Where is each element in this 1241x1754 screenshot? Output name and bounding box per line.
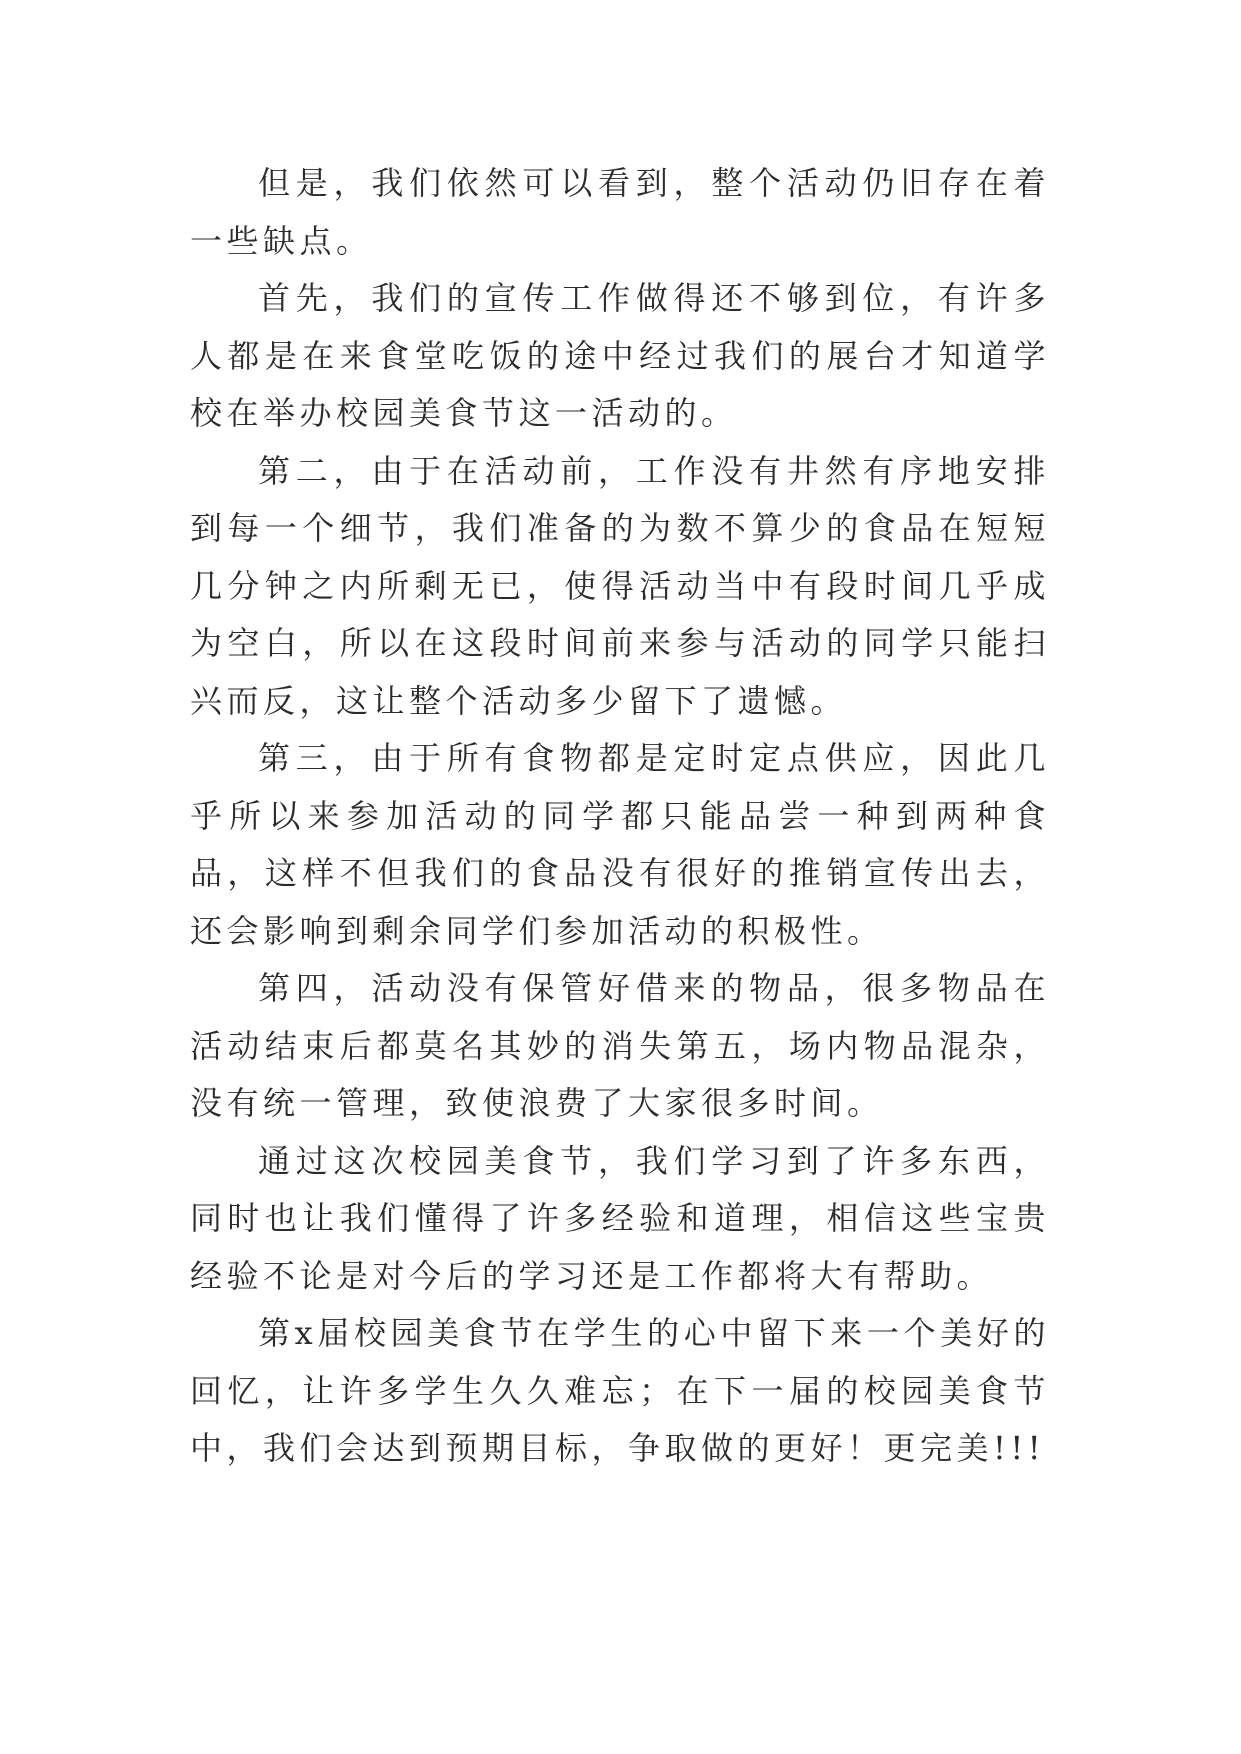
paragraph-first-point: 首先，我们的宣传工作做得还不够到位，有许多人都是在来食堂吃饭的途中经过我们的展台才知道学校在举办校园美食节这一活动的。 <box>190 279 1050 432</box>
document-body <box>190 155 1050 1478</box>
paragraph-fourth-point: 第四，活动没有保管好借来的物品，很多物品在活动结束后都莫名其妙的消失第五，场内物品混杂，没有统一管理，致使浪费了大家很多时间。 <box>190 969 1050 1122</box>
paragraph-second-point: 第二，由于在活动前，工作没有井然有序地安排到每一个细节，我们准备的为数不算少的食品在短短几分钟之内所剩无已，使得活动当中有段时间几乎成为空白，所以在这段时间前来参与活动的同学只能扫兴而反，这让整个活动多少留下了遗憾。 <box>190 451 1050 720</box>
paragraph-conclusion: 第x届校园美食节在学生的心中留下来一个美好的回忆，让许多学生久久难忘；在下一届的校园美食节中，我们会达到预期目标，争取做的更好！更完美!!! <box>190 1314 1050 1467</box>
paragraph-third-point: 第三，由于所有食物都是定时定点供应，因此几乎所以来参加活动的同学都只能品尝一种到两种食品，这样不但我们的食品没有很好的推销宣传出去，还会影响到剩余同学们参加活动的积极性。 <box>190 739 1050 950</box>
paragraph-lessons-learned: 通过这次校园美食节，我们学习到了许多东西，同时也让我们懂得了许多经验和道理，相信这些宝贵经验不论是对今后的学习还是工作都将大有帮助。 <box>190 1141 1050 1295</box>
paragraph-shortcomings-intro: 但是，我们依然可以看到，整个活动仍旧存在着一些缺点。 <box>190 164 1050 260</box>
